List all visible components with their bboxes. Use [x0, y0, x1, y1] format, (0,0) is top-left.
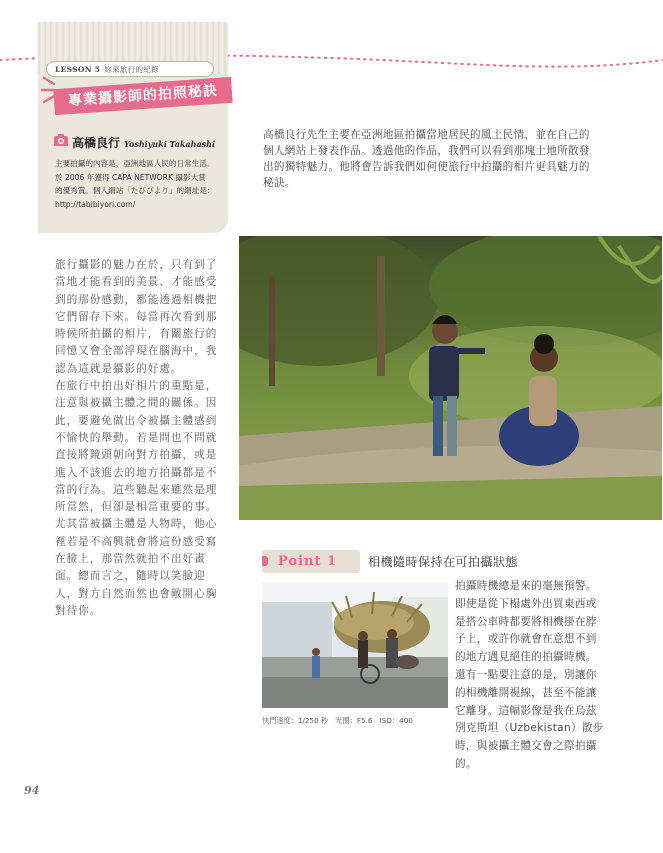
photo-caption: 快門速度：1/250 秒 光圈：F5.6 ISO：400 [262, 716, 413, 725]
point-label: Point 1 [262, 550, 360, 573]
children-photo [239, 236, 662, 520]
point-body: 拍攝時機總是來的毫無預警。即使是從下榻處外出買東西或是搭公車時都要將相機掛在脖子上，或許你就會在意想不到的地方遇見絕佳的拍攝時機。還有一點要注意的是，別讓你的相機離開視線，甚至不能讓它離身。這幅影像是我在烏茲別克斯坦（Uzbekistan）散步時，與被攝主體交會之際拍攝的。 [455, 580, 604, 770]
bio-url[interactable]: http://tabibiyori.com/ [55, 199, 136, 209]
page-number: 94 [24, 784, 40, 797]
point-title: 相機隨時保持在可拍攝狀態 [368, 555, 519, 569]
lesson-title: 專業攝影師的拍照秘訣 [53, 77, 232, 115]
lesson-number: LESSON 5 [55, 65, 101, 74]
camera-icon [54, 134, 68, 146]
point-marker-icon [262, 556, 268, 566]
author-name-en: Yoshiyuki Takahashi [124, 139, 216, 149]
bio-line: 主要拍攝的內容是，亞洲地區人民的日常生活。 [55, 159, 215, 168]
donkey-cart-photo [262, 582, 448, 708]
article-left-column [55, 257, 227, 620]
author-name [72, 134, 252, 152]
bio-line: 的優秀賞。個人網站「たびびより」的網址是： [55, 186, 215, 195]
bio-line: 於 2006 年獲得 CAPA NETWORK 攝影大賞 [55, 172, 206, 182]
intro-paragraph: 高橋良行先生主要在亞洲地區拍攝當地居民的風土民情，並在自己的個人網站上發表作品。透過他的作品，我們可以看到那塊土地所散發出的獨特魅力。他將會告訴我們如何使旅行中拍攝的相片更具魅力的秘訣。 [263, 129, 590, 189]
article-paragraph: 在旅行中拍出好相片的重點是，注意與被攝主體之間的關係。因此，要避免做出令被攝主體感到不愉快的舉動。若是問也不問就直接將鏡頭朝向對方拍攝，或是進入不該進去的地方拍攝都是不當的行為。這些聽起來雖然是理所當然，但卻是相當重要的事。 [55, 380, 218, 514]
article-paragraph: 旅行攝影的魅力在於，只有到了當地才能看到的美景、才能感受到的那份感動，都能透過相機把它們留存下來。每當再次看到那時候所拍攝的相片，有關旅行的回憶又會全部浮現在腦海中，我認為這就是攝影的好處。 [55, 259, 218, 375]
article-paragraph: 尤其當被攝主體是人物時，他心裡若是不高興就會將這份感受寫在臉上，那當然就拍不出好畫面。總而言之，隨時以笑臉迎人，對方自然而然也會敞開心胸對待你。 [55, 518, 218, 617]
lesson-tag [46, 61, 214, 77]
author-bio [55, 157, 223, 211]
lesson-series: 妳來旅行的紀錄 [104, 65, 159, 74]
author-name-zh: 高橋良行 [72, 136, 121, 150]
